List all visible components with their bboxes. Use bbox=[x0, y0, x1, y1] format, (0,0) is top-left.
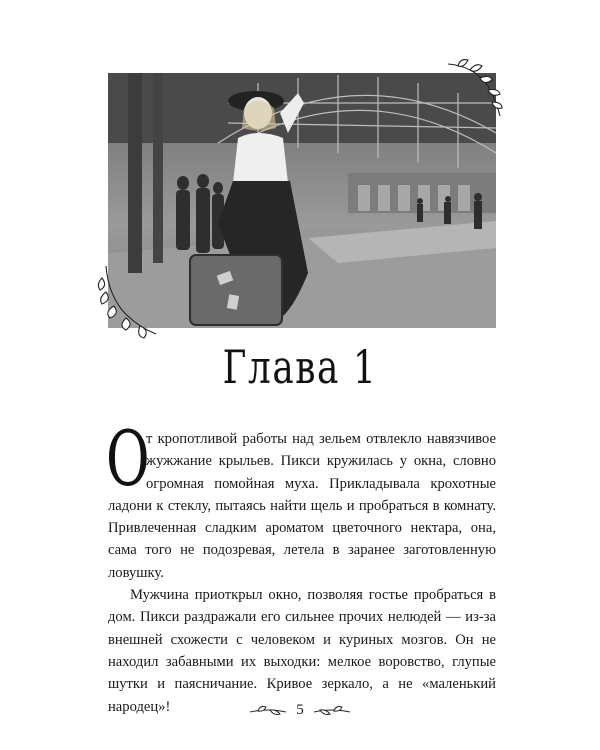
page-number: 5 bbox=[296, 702, 304, 718]
chapter-illustration bbox=[108, 73, 496, 328]
top-right-leaf-ornament bbox=[444, 56, 508, 120]
paragraph-1 bbox=[106, 414, 496, 584]
paragraph-1-text: т кропотливой работы над зельем отвлекло навязчивое жужжание крыльев. Пикси кружилась у окна, словно огромная помойная муха. Прикладывала крохотные ладони к стеклу, пытаясь найти щель и пробраться в комнату. Привлеченная сладким ароматом цветочного нектара, она, сама того не подозревая, летела в заранее заготовленную ловушку. bbox=[108, 431, 496, 581]
chapter-title: Глава 1 bbox=[222, 340, 378, 394]
bottom-left-leaf-ornament bbox=[96, 262, 160, 342]
footer-right-ornament bbox=[312, 704, 352, 718]
body-text bbox=[106, 414, 496, 718]
paragraph-2: Мужчина приоткрыл окно, позволяя гостье пробраться в дом. Пикси раздражали его сильнее прочих нелюдей — из-за внешней схожести с человеком и куриных мозгов. Он не находил забавными их выходки: мелкое воровство, глупые шутки и паясничание. Кривое зеркало, а не «маленький народец»! bbox=[108, 587, 496, 715]
drop-cap: О bbox=[106, 414, 150, 503]
train-station-scene bbox=[108, 73, 496, 328]
